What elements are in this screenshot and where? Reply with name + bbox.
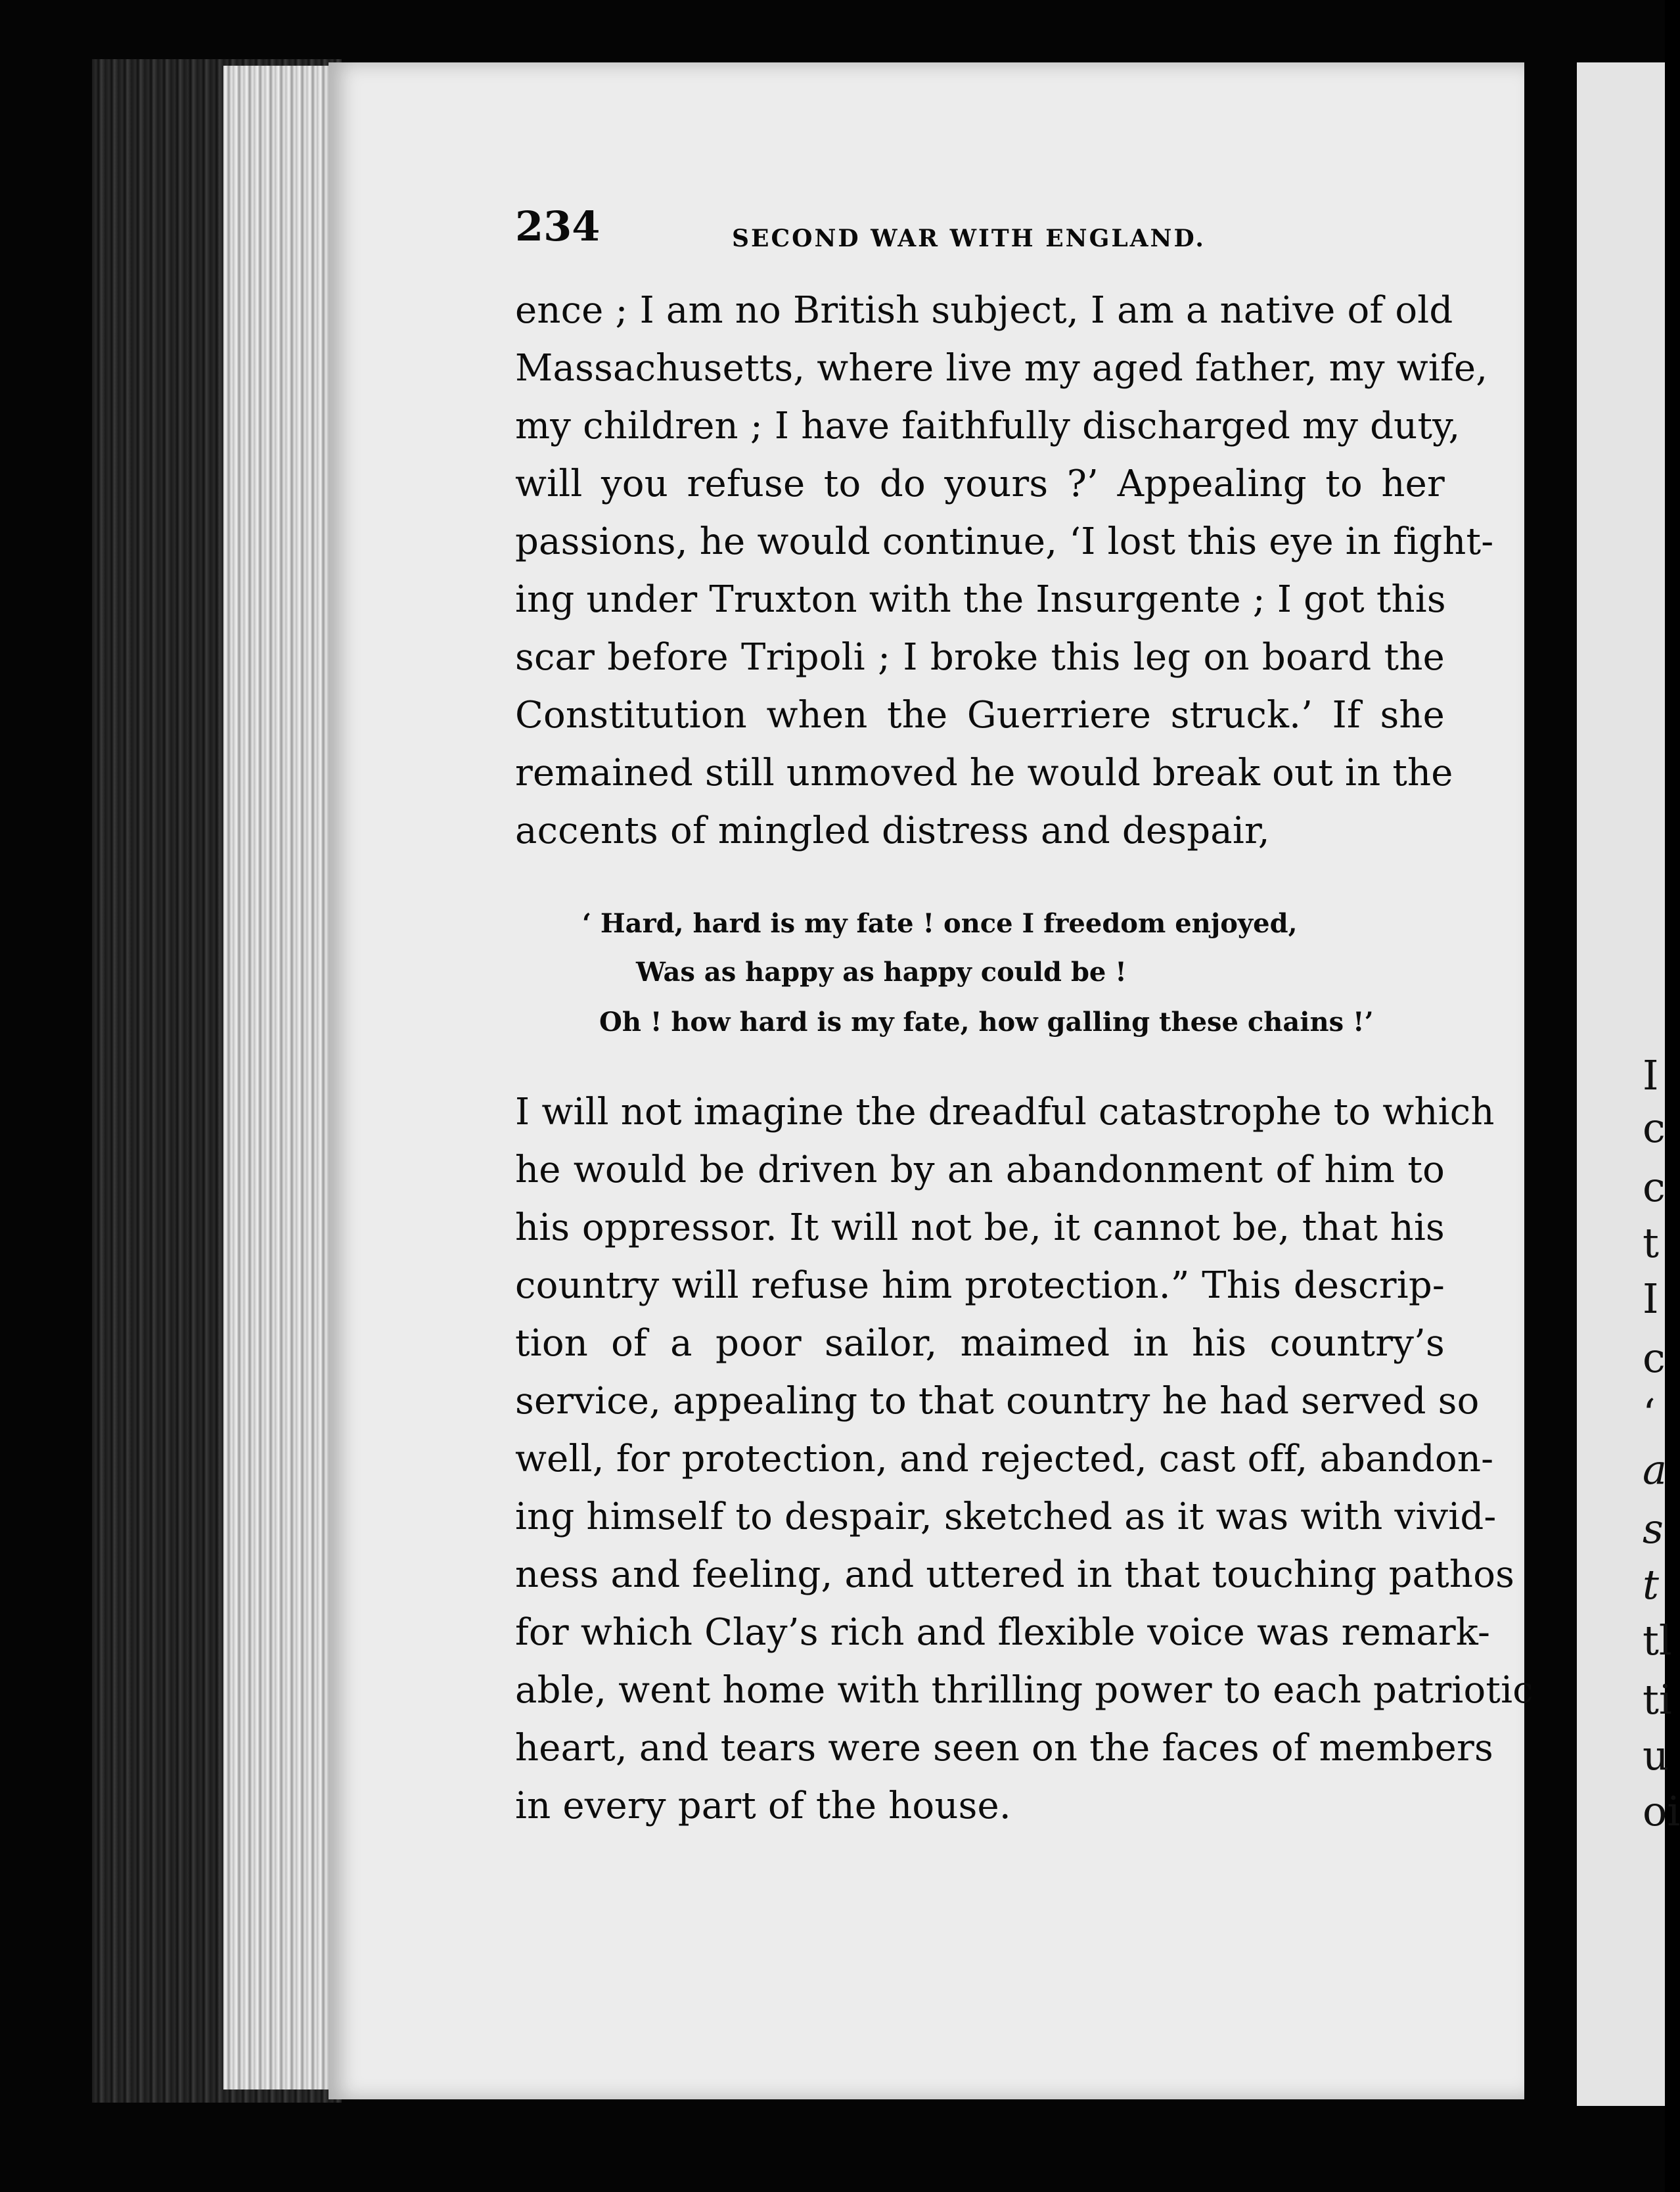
facing-text-fragment: I: [1643, 1051, 1659, 1099]
page-number: 234: [515, 202, 601, 250]
facing-text-fragment: oi: [1643, 1787, 1680, 1835]
text-line: my children ; I have faithfully discharged my duty,: [515, 405, 1461, 447]
text-line: his oppressor. It will not be, it cannot be, that his: [515, 1206, 1445, 1249]
text-line: accents of mingled distress and despair,: [515, 810, 1270, 852]
text-line: country will refuse him protection.” This descrip-: [515, 1264, 1445, 1307]
running-head: [515, 202, 1238, 255]
facing-text-fragment: t: [1643, 1561, 1659, 1609]
facing-text-fragment: ‘: [1643, 1390, 1656, 1438]
facing-text-fragment: t: [1643, 1219, 1659, 1267]
text-line: service, appealing to that country he had served so: [515, 1380, 1480, 1423]
facing-text-fragment: c: [1643, 1104, 1666, 1152]
text-line: Constitution when the Guerriere struck.’ If she: [515, 694, 1445, 737]
running-title: SECOND WAR WITH ENGLAND.: [732, 225, 1206, 252]
facing-text-fragment: ti: [1643, 1676, 1672, 1724]
facing-text-fragment: tl: [1643, 1616, 1672, 1664]
text-line: ing under Truxton with the Insurgente ; I got this: [515, 578, 1446, 621]
verse-line: Oh ! how hard is my fate, how galling these chains !’: [599, 1007, 1374, 1038]
verse-line: Was as happy as happy could be !: [636, 957, 1127, 988]
text-line: ness and feeling, and uttered in that touching pathos: [515, 1553, 1515, 1596]
verse-line: ‘ Hard, hard is my fate ! once I freedom enjoyed,: [582, 908, 1298, 939]
text-line: remained still unmoved he would break out in the: [515, 752, 1453, 794]
text-line: I will not imagine the dreadful catastrophe to which: [515, 1091, 1495, 1133]
facing-text-fragment: I: [1643, 1275, 1659, 1323]
facing-text-fragment: a: [1643, 1446, 1667, 1494]
page-edges: [223, 66, 335, 2089]
text-line: heart, and tears were seen on the faces of members: [515, 1727, 1493, 1770]
text-line: he would be driven by an abandonment of him to: [515, 1149, 1445, 1191]
facing-text-fragment: s: [1643, 1505, 1664, 1553]
facing-text-fragment: u: [1643, 1731, 1669, 1779]
text-line: passions, he would continue, ‘I lost this eye in fight-: [515, 520, 1494, 563]
text-line: ing himself to despair, sketched as it was with vivid-: [515, 1496, 1497, 1538]
text-line: ence ; I am no British subject, I am a native of old: [515, 289, 1453, 332]
text-line: tion of a poor sailor, maimed in his country’s: [515, 1322, 1445, 1365]
text-line: able, went home with thrilling power to each patriotic: [515, 1669, 1533, 1712]
text-line: will you refuse to do yours ?’ Appealing to her: [515, 463, 1445, 505]
text-line: Massachusetts, where live my aged father, my wife,: [515, 347, 1488, 390]
text-line: scar before Tripoli ; I broke this leg on board the: [515, 636, 1445, 679]
facing-text-fragment: c: [1643, 1334, 1666, 1382]
facing-text-fragment: c: [1643, 1163, 1666, 1211]
text-line: in every part of the house.: [515, 1785, 1011, 1827]
text-line: for which Clay’s rich and flexible voice was remark-: [515, 1611, 1491, 1654]
text-line: well, for protection, and rejected, cast off, abandon-: [515, 1438, 1494, 1480]
